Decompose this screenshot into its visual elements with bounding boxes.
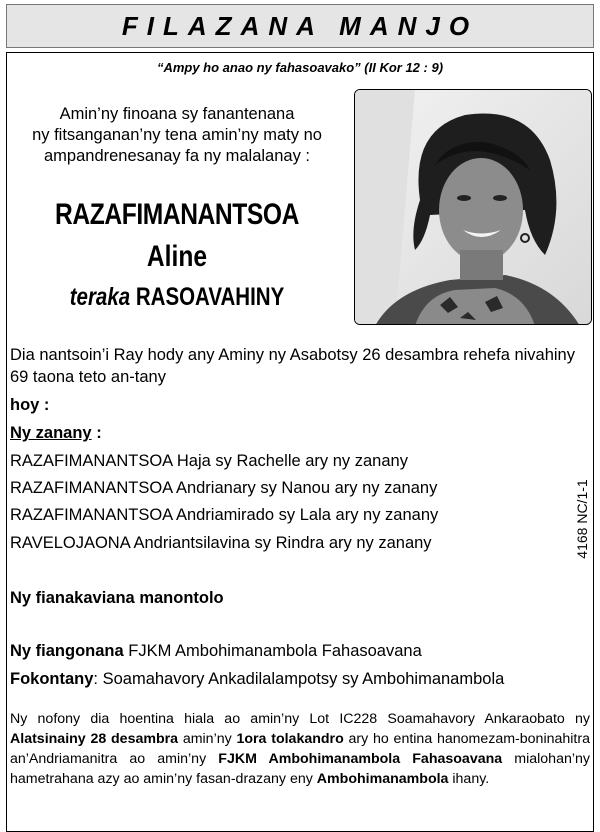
funeral-details — [10, 709, 590, 789]
child-entry: RAZAFIMANANTSOA Andriamirado sy Lala ary ny zanany — [10, 506, 439, 524]
notice-header: FILAZANA MANJO — [6, 4, 594, 48]
church-line — [10, 642, 422, 661]
children-heading-text: Ny zanany — [10, 424, 92, 442]
portrait-photo — [354, 89, 592, 325]
funeral-time: 1ora tolakandro — [236, 731, 344, 747]
child-entry: RAZAFIMANANTSOA Andrianary sy Nanou ary ny zanany — [10, 479, 438, 497]
deceased-firstname: Aline — [146, 240, 208, 273]
children-heading-colon: : — [91, 424, 102, 442]
deceased-maiden-name-line — [42, 283, 313, 312]
funeral-date: Alatsinainy 28 desambra — [10, 731, 179, 747]
funeral-place: Ambohimanambola — [316, 771, 449, 787]
child-entry: RAVELOJAONA Andriantsilavina sy Rindra ary ny zanany — [10, 534, 432, 552]
intro-line: ampandrenesanay fa ny malalanay : — [44, 147, 310, 165]
reference-code: 4168 NC/1-1 — [574, 479, 590, 559]
hoy-label: hoy : — [10, 396, 50, 414]
fokontany-line — [10, 670, 504, 689]
intro-line: ny fitsanganan’ny tena amin’ny maty no — [32, 126, 322, 144]
fokontany-value: : Soamahavory Ankadilalampotsy sy Ambohimanambola — [93, 670, 505, 688]
portrait-image — [355, 90, 592, 325]
nee-label: teraka — [69, 283, 131, 311]
intro-line: Amin’ny finoana sy fanantenana — [59, 105, 295, 123]
church-value: FJKM Ambohimanambola Fahasoavana — [123, 642, 422, 660]
funeral-text: Ny nofony dia hoentina hiala ao amin’ny Lot IC228 Soamahavory Ankaraobato ny — [10, 711, 590, 727]
child-entry: RAZAFIMANANTSOA Haja sy Rachelle ary ny zanany — [10, 452, 408, 470]
fokontany-label: Fokontany — [10, 670, 94, 688]
intro-text — [12, 104, 342, 167]
maiden-name: RASOAVAHINY — [135, 283, 285, 311]
deceased-surname: RAZAFIMANANTSOA — [55, 198, 299, 231]
funeral-church: FJKM Ambohimanambola Fahasoavana — [218, 751, 503, 767]
funeral-text: mialohan’ny hametrahana azy ao amin’ny fasan-drazany eny — [10, 751, 590, 787]
children-heading — [10, 424, 102, 443]
funeral-text: ary ho entina hanomezam-boninahitra an’Andriamanitra ao amin’ny — [10, 731, 590, 767]
bible-verse: “Ampy ho anao ny fahasoavako” (II Kor 12 : 9) — [156, 60, 444, 75]
family-line: Ny fianakaviana manontolo — [10, 589, 224, 607]
funeral-text: amin’ny — [178, 731, 237, 747]
death-announcement: Dia nantsoin’i Ray hody any Aminy ny Asabotsy 26 desambra rehefa nivahiny 69 taona teto an-tany — [10, 346, 575, 386]
church-label: Ny fiangonana — [10, 642, 124, 660]
funeral-text: ihany. — [448, 771, 490, 787]
